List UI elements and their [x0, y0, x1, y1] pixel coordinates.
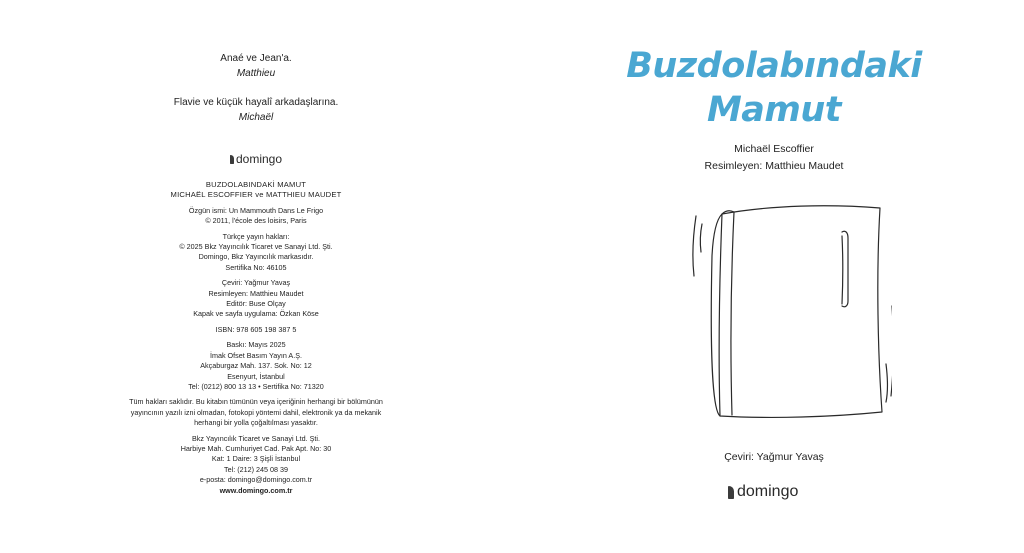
- shake-mark-left: [693, 216, 696, 276]
- imprint-text: [0, 180, 512, 501]
- imprint-line: e-posta: domingo@domingo.com.tr: [199, 475, 313, 485]
- imprint-original-block: [0, 206, 512, 227]
- domingo-logo-icon: [230, 155, 234, 164]
- imprint-line: Kapak ve sayfa uygulama: Özkan Köse: [193, 309, 319, 319]
- imprint-isbn-block: [0, 325, 512, 335]
- fridge-door: [731, 212, 734, 415]
- imprint-line: Tel: (212) 245 08 39: [224, 464, 288, 474]
- logo-text: domingo: [737, 483, 799, 500]
- shake-mark-right: [891, 306, 892, 396]
- author-name: Michaël Escoffier: [734, 143, 814, 155]
- imprint-line: Kat: 1 Daire: 3 Şişli İstanbul: [211, 454, 301, 464]
- imprint-line: Akçaburgaz Mah. 137. Sok. No: 12: [200, 361, 312, 371]
- imprint-print-block: [0, 340, 512, 392]
- shake-mark-left-2: [700, 224, 702, 252]
- imprint-line: Resimleyen: Matthieu Maudet: [208, 288, 304, 298]
- imprint-line: herhangi bir yolla çoğaltılması yasaktır.: [194, 418, 318, 428]
- fridge-illustration-icon: [662, 196, 892, 428]
- imprint-line: Baskı: Mayıs 2025: [226, 340, 286, 350]
- imprint-line: Domingo, Bkz Yayıncılık markasıdır.: [198, 252, 314, 262]
- publisher-logo-large: [728, 483, 798, 501]
- imprint-line: Sertifika No: 46105: [225, 262, 287, 272]
- book-credits: [622, 141, 926, 175]
- imprint-line: Türkçe yayın hakları:: [222, 231, 290, 241]
- imprint-line: Esenyurt, İstanbul: [227, 371, 285, 381]
- dedication-2-line: Flavie ve küçük hayalî arkadaşlarına.: [173, 97, 339, 108]
- fridge-body: [719, 206, 882, 418]
- imprint-line: İmak Ofset Basım Yayın A.Ş.: [209, 350, 302, 360]
- dedication-2: [0, 95, 512, 125]
- imprint-line: © 2025 Bkz Yayıncılık Ticaret ve Sanayi Ltd. Şti.: [179, 242, 333, 252]
- imprint-line: © 2011, l'école des loisirs, Paris: [205, 216, 307, 226]
- book-title-line-1: Buzdolabındaki: [626, 46, 922, 86]
- isbn: ISBN: 978 605 198 387 5: [215, 324, 297, 334]
- imprint-line: Çeviri: Yağmur Yavaş: [221, 278, 291, 288]
- publisher-website: www.domingo.com.tr: [219, 485, 293, 495]
- book-title-line-2: Mamut: [706, 90, 842, 130]
- dedication-2-signature: Michaël: [238, 112, 274, 123]
- dedication-1: [0, 51, 512, 81]
- imprint-publisher-block: [0, 434, 512, 496]
- imprint-credits-block: [0, 278, 512, 320]
- imprint-notice-block: [0, 397, 512, 428]
- imprint-title-block: [0, 180, 512, 201]
- illustrator-name: Resimleyen: Matthieu Maudet: [704, 160, 844, 172]
- book-title: [622, 44, 926, 132]
- imprint-line: BUZDOLABINDAKİ MAMUT: [205, 180, 307, 189]
- domingo-logo-icon: [728, 486, 734, 499]
- publisher-logo-small: [230, 152, 282, 166]
- imprint-line: yayıncının yazılı izni olmadan, fotokopi yöntemi dahil, elektronik ya da mekanik: [130, 407, 382, 417]
- logo-text: domingo: [236, 152, 283, 166]
- imprint-line: Tüm hakları saklıdır. Bu kitabın tümünün veya içeriğinin herhangi bir bölümünün: [129, 397, 383, 407]
- imprint-line: Harbiye Mah. Cumhuriyet Cad. Pak Apt. No: 30: [180, 443, 332, 453]
- imprint-line: MICHAËL ESCOFFIER ve MATTHIEU MAUDET: [170, 190, 342, 200]
- imprint-line: Editör: Buse Olçay: [226, 299, 286, 309]
- dedication-1-signature: Matthieu: [236, 68, 276, 79]
- dedication-1-line: Anaé ve Jean'a.: [220, 53, 292, 64]
- imprint-line: Bkz Yayıncılık Ticaret ve Sanayi Ltd. Şti.: [192, 433, 320, 443]
- imprint-rights-block: [0, 232, 512, 274]
- translator-credit: Çeviri: Yağmur Yavaş: [724, 451, 824, 463]
- imprint-line: Tel: (0212) 800 13 13 • Sertifika No: 71320: [188, 381, 324, 391]
- right-page: [512, 0, 1024, 553]
- imprint-line: Özgün ismi: Un Mammouth Dans Le Frigo: [188, 205, 324, 215]
- fridge-handle-inner: [842, 236, 843, 304]
- shake-mark-right-2: [886, 364, 888, 402]
